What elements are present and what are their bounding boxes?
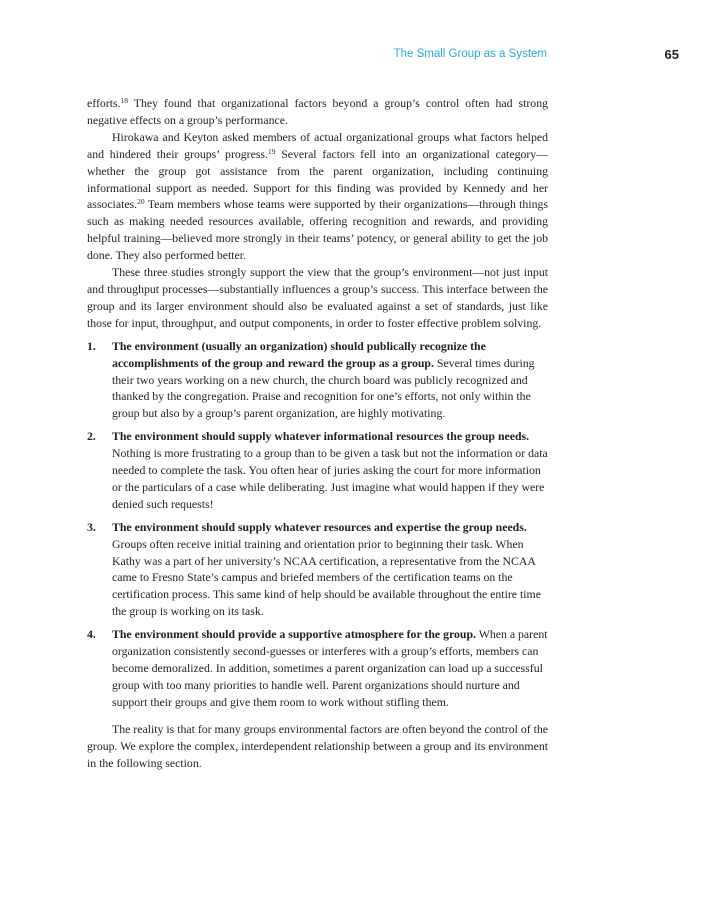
closing-paragraph: The reality is that for many groups environmental factors are often beyond the control of the group. We explore the complex, interdependent relationship between a group and its environment in the following section.	[87, 721, 549, 770]
footnote-ref: 18	[120, 96, 129, 105]
paragraph: efforts.$^{18}$ They found that organizational factors beyond a group’s control often had strong negative effects on a group’s performance.	[87, 96, 548, 127]
list-number: 4.	[87, 627, 96, 642]
list-item	[87, 626, 548, 711]
page-body	[87, 95, 548, 771]
running-header: The Small Group as a System	[393, 48, 547, 60]
list-item-heading: The environment should provide a supportive atmosphere for the group.	[112, 627, 476, 642]
list-item-heading: The environment should supply whatever informational resources the group needs.	[112, 429, 530, 444]
footnote-ref: 20	[137, 197, 145, 207]
list-item	[87, 519, 548, 620]
list-number: 1.	[87, 338, 96, 353]
list-number: 2.	[87, 429, 96, 444]
list-item-body: Nothing is more frustrating to a group than to be given a task but not the information or data needed to complete the task. You often hear of juries asking the court for more information or the particulars of a case while deliberating. Just imagine what would happen if they were denied such requests!	[112, 446, 548, 511]
list-item-body: When a parent organization consistently second-guesses or interferes with a group’s efforts, members can become demoralized. In addition, sometimes a parent organization can load up a successful group with too many priorities to handle well. Parent organizations should nurture and support their groups and give them room to work without stifling them.	[112, 627, 548, 709]
paragraph: Hirokawa and Keyton asked members of actual organizational groups what factors helped and hindered their groups’ progress.$^{19}$ Several factors fell into an organizational category—whether the group got assistance from the parent organization, including continuing informational support as needed. Support for this finding was provided by Kennedy and her associates.$^{20}$ Team members whose teams were supported by their organizations—through things such as making needed resources available, offering recognition and rewards, and providing helpful training—believed more strongly in their teams’ potency, or general ability to get the job done. They also performed better.	[87, 129, 548, 263]
list-item-body: Groups often receive initial training and orientation prior to beginning their task. When Kathy was a part of her university’s NCAA certification, a representative from the NCAA came to Fresno State’s campus and briefed members of the certification teams on the certification process. This same kind of help should be available throughout the entire time the group is working on its task.	[112, 536, 541, 619]
paragraph: These three studies strongly support the view that the group’s environment—not just input and throughput processes—substantially influences a group’s success. This interface between the group and its larger environment should also be evaluated against a set of standards, just like those for input, throughput, and output components, in order to foster effective problem solving.	[87, 265, 548, 330]
footnote-ref: 19	[267, 146, 276, 156]
list-item-heading: The environment (usually an organization) should publically recognize the accomplishments of the group and reward the group as a group.	[112, 338, 486, 370]
list-item-heading: The environment should supply whatever resources and expertise the group needs.	[112, 519, 527, 534]
standards-list	[87, 338, 548, 711]
list-item-body: Several times during their two years working on a new church, the church board was publicly recognized and thanked by the congregation. Praise and recognition for one’s efforts, not only within the group but also by a group’s parent organization, are highly motivating.	[112, 355, 535, 421]
list-item	[87, 428, 548, 513]
list-number: 3.	[87, 519, 96, 534]
page-number: 65	[664, 47, 679, 62]
list-item	[87, 338, 548, 423]
